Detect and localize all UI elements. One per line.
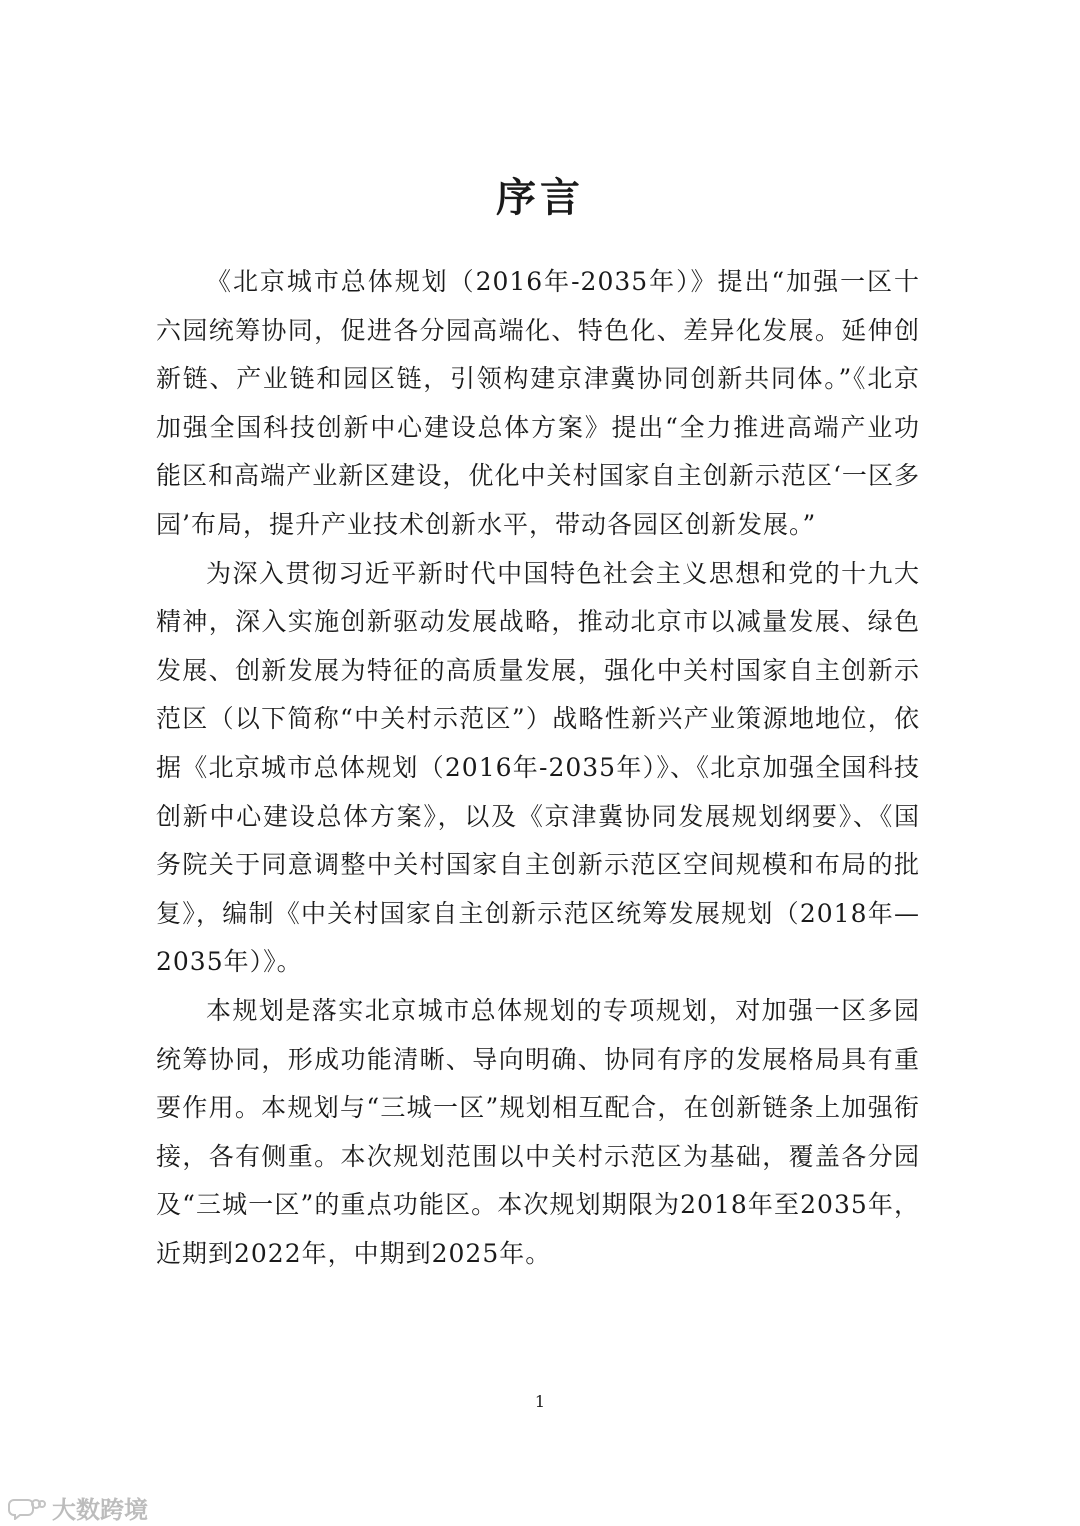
chat-bubble-logo-icon [8,1496,46,1520]
paragraph-2: 为深入贯彻习近平新时代中国特色社会主义思想和党的十九大精神，深入实施创新驱动发展战略，推动北京市以减量发展、绿色发展、创新发展为特征的高质量发展，强化中关村国家自主创新示范区（以下简称“中关村示范区”）战略性新兴产业策源地地位，依据《北京城市总体规划（2016年-2035年）》、《北京加强全国科技创新中心建设总体方案》，以及《京津冀协同发展规划纲要》、《国务院关于同意调整中关村国家自主创新示范区空间规模和布局的批复》，编制《中关村国家自主创新示范区统筹发展规划（2018年—2035年）》。 [156,558,920,977]
page-number: 1 [534,1392,546,1411]
body-text [156,258,920,1278]
page-title: 序言 [496,175,584,221]
watermark-text: 大数跨境 [52,1496,148,1524]
paragraph-3: 本规划是落实北京城市总体规划的专项规划，对加强一区多园统筹协同，形成功能清晰、导向明确、协同有序的发展格局具有重要作用。本规划与“三城一区”规划相互配合，在创新链条上加强衔接，各有侧重。本次规划范围以中关村示范区为基础，覆盖各分园及“三城一区”的重点功能区。本次规划期限为2018年至2035年，近期到2022年，中期到2025年。 [156,995,920,1268]
paragraph-1: 《北京城市总体规划（2016年-2035年）》提出“加强一区十六园统筹协同，促进各分园高端化、特色化、差异化发展。延伸创新链、产业链和园区链，引领构建京津冀协同创新共同体。”《北京加强全国科技创新中心建设总体方案》提出“全力推进高端产业功能区和高端产业新区建设，优化中关村国家自主创新示范区‘一区多园’布局，提升产业技术创新水平，带动各园区创新发展。” [156,267,920,539]
watermark [8,1490,148,1525]
